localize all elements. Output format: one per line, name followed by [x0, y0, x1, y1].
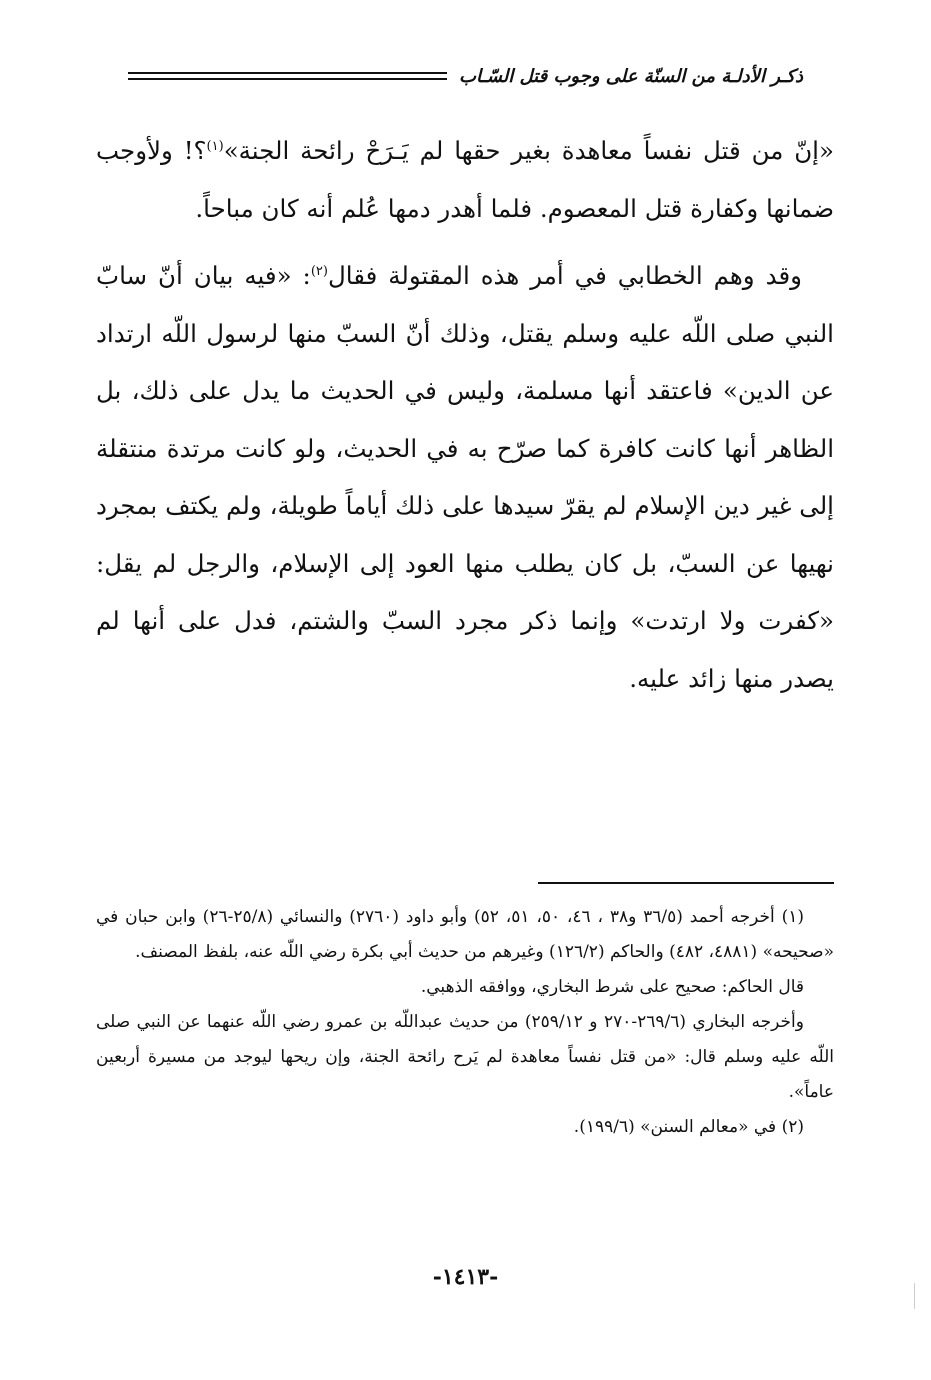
footnotes	[96, 900, 834, 1145]
running-title: ذكـر الأدلـة من السنّة على وجوب قتل السّـاب	[459, 65, 803, 87]
footnote-separator	[538, 882, 834, 884]
footnote-2: (٢) في «معالم السنن» (١٩٩/٦).	[573, 1117, 804, 1137]
paragraph-2	[96, 247, 834, 707]
paragraph-1-end: ؟! ولأوجب ضمانها وكفارة قتل المعصوم. فلما أهدر دمها عُلم أنه كان مباحاً.	[96, 136, 834, 223]
header-double-rule	[128, 72, 447, 80]
footnote-1: (١) أخرجه أحمد (٣٦/٥ و٣٨ ، ٤٦، ٥٠، ٥١، ٥٢) وأبو داود (٢٧٦٠) والنسائي (٢٥/٨-٢٦) وابن حبان في «صحيحه» (٤٨٨١، ٤٨٢) والحاكم (١٢٦/٢) وغيرهم من حديث أبي بكرة رضي اللّه عنه، بلفظ المصنف.	[96, 907, 834, 962]
running-header	[128, 58, 803, 94]
paragraph-2-start: وقد وهم الخطابي في أمر هذه المقتولة فقال	[327, 261, 802, 290]
footnote-1-note: قال الحاكم: صحيح على شرط البخاري، ووافقه الذهبي.	[420, 977, 804, 997]
paragraph-1	[96, 122, 834, 237]
footnote-ref-1: (١)	[206, 138, 224, 154]
footnote-ref-2: (٢)	[310, 263, 328, 279]
paragraph-2-end: : «فيه بيان أنّ سابّ النبي صلى اللّه عليه وسلم يقتل، وذلك أنّ السبّ منها لرسول اللّه ارتداد عن الدين» فاعتقد أنها مسلمة، وليس في الحديث ما يدل على ذلك، بل الظاهر أنها كانت كافرة كما صرّح به في الحديث، ولو كانت مرتدة منتقلة إلى غير دين الإسلام لم يقرّ سيدها على ذلك أياماً طويلة، ولم يكتف بمجرد نهيها عن السبّ، بل كان يطلب منها العود إلى الإسلام، والرجل لم يقل: «كفرت ولا ارتدت» وإنما ذكر مجرد السبّ والشتم، فدل على أنها لم يصدر منها زائد عليه.	[96, 261, 834, 693]
paragraph-1-start: «إنّ من قتل نفساً معاهدة بغير حقها لم يَـرَحْ رائحة الجنة»	[223, 136, 834, 165]
main-text	[96, 122, 834, 707]
footnote-1-addition: وأخرجه البخاري (٢٦٩/٦-٢٧٠ و ٢٥٩/١٢) من حديث عبداللّه بن عمرو رضي اللّه عنهما عن النبي صلى اللّه عليه وسلم قال: «من قتل نفساً معاهدة لم يَرح رائحة الجنة، وإن ريحها ليوجد من مسيرة أربعين عاماً».	[96, 1012, 834, 1102]
page-number: -١٤١٣-	[432, 1264, 499, 1290]
scan-edge-mark	[914, 1283, 915, 1309]
